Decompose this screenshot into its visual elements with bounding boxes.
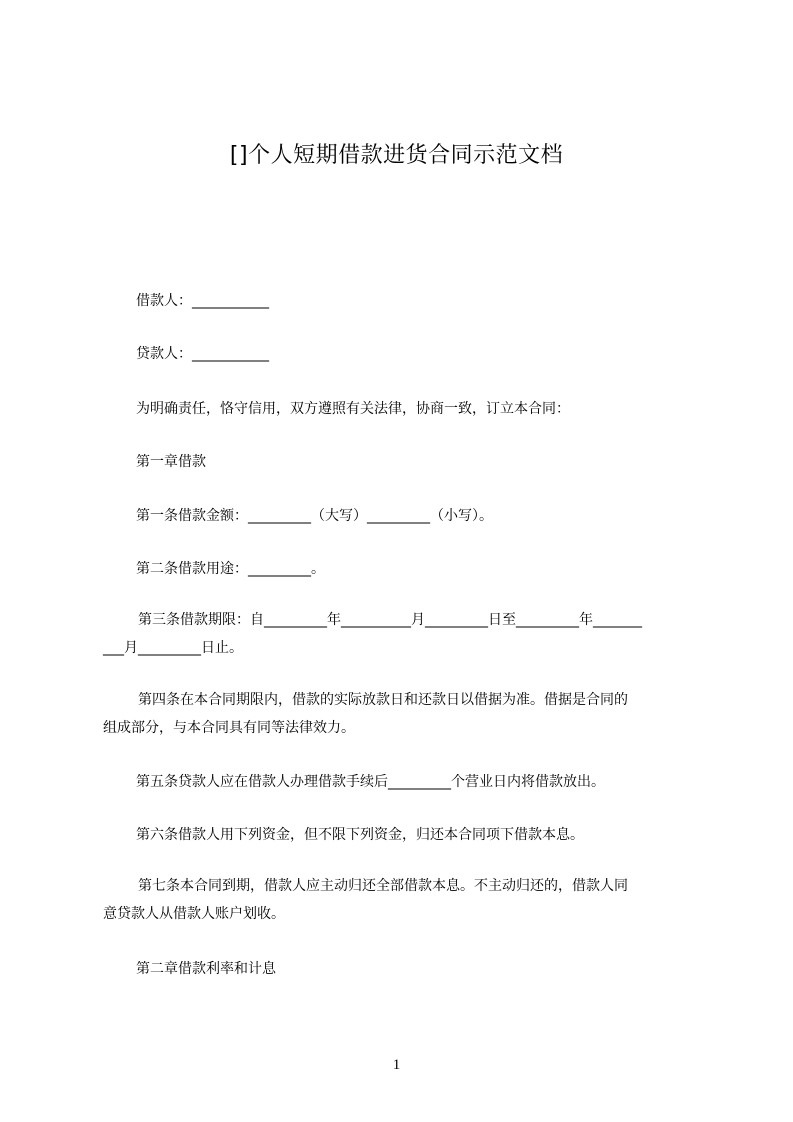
chapter-1-heading: 第一章借款 [136, 454, 206, 470]
article-4 [103, 686, 703, 742]
article-5: 第五条贷款人应在借款人办理借款手续后_________个营业日内将借款放出。 [136, 774, 605, 790]
article-7 [103, 872, 703, 928]
article-1: 第一条借款金额：_________（大写）_________（小写）。 [136, 508, 493, 524]
borrower-line: 借款人：___________ [136, 293, 269, 309]
document-title: []个人短期借款进货合同示范文档 [229, 143, 564, 168]
article-3-line-2: ___月_________日止。 [103, 640, 243, 656]
chapter-2-heading: 第二章借款利率和计息 [136, 961, 276, 977]
article-4-line-2: 组成部分，与本合同具有同等法律效力。 [103, 720, 355, 736]
article-3 [103, 606, 703, 662]
lender-line: 贷款人：___________ [136, 346, 269, 362]
article-6: 第六条借款人用下列资金，但不限下列资金，归还本合同项下借款本息。 [136, 827, 584, 843]
preamble-paragraph: 为明确责任，恪守信用，双方遵照有关法律，协商一致，订立本合同： [136, 401, 570, 417]
article-2: 第二条借款用途：_________。 [136, 561, 325, 577]
article-4-line-1: 第四条在本合同期限内，借款的实际放款日和还款日以借据为准。借据是合同的 [138, 692, 628, 708]
article-7-line-1: 第七条本合同到期，借款人应主动归还全部借款本息。不主动归还的，借款人同 [138, 878, 628, 894]
article-3-line-1: 第三条借款期限：自_________年__________月_________日至_________年_______ [138, 612, 642, 628]
article-7-line-2: 意贷款人从借款人账户划收。 [103, 906, 285, 922]
page-number: 1 [392, 1057, 401, 1073]
